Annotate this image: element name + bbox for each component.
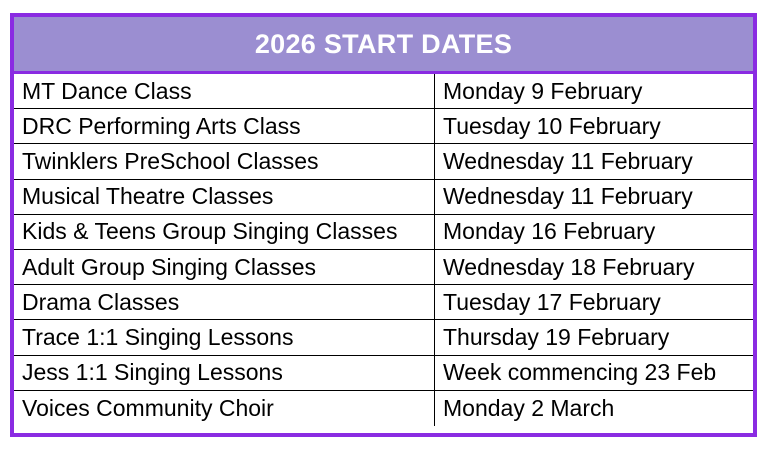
class-name-cell: Musical Theatre Classes xyxy=(14,180,435,214)
start-date-cell: Monday 9 February xyxy=(443,77,643,104)
class-name-cell: MT Dance Class xyxy=(14,74,435,108)
start-dates-table xyxy=(10,13,757,437)
table-row xyxy=(14,144,753,179)
table-row xyxy=(14,285,753,320)
class-name-cell: Kids & Teens Group Singing Classes xyxy=(14,215,435,249)
class-name-cell: Voices Community Choir xyxy=(14,391,435,426)
start-date-cell: Week commencing 23 Feb xyxy=(443,359,717,386)
start-date-cell: Monday 16 February xyxy=(443,218,656,245)
class-name-cell: DRC Performing Arts Class xyxy=(14,109,435,143)
table-row xyxy=(14,180,753,215)
class-name-cell: Drama Classes xyxy=(14,285,435,319)
class-name-cell: Twinklers PreSchool Classes xyxy=(14,144,435,178)
start-date-cell: Wednesday 11 February xyxy=(443,147,693,174)
table-row xyxy=(14,215,753,250)
table-row xyxy=(14,391,753,426)
class-name-cell: Jess 1:1 Singing Lessons xyxy=(14,356,435,390)
start-date-cell: Tuesday 10 February xyxy=(443,112,661,139)
class-name-cell: Trace 1:1 Singing Lessons xyxy=(14,320,435,354)
table-row xyxy=(14,74,753,109)
table-row xyxy=(14,250,753,285)
start-date-cell: Thursday 19 February xyxy=(443,323,670,350)
table-row xyxy=(14,320,753,355)
start-date-cell: Monday 2 March xyxy=(443,394,615,421)
table-body xyxy=(14,74,753,426)
start-date-cell: Wednesday 18 February xyxy=(443,253,695,280)
table-row xyxy=(14,356,753,391)
start-date-cell: Wednesday 11 February xyxy=(443,183,693,210)
class-name-cell: Adult Group Singing Classes xyxy=(14,250,435,284)
table-title: 2026 START DATES xyxy=(14,17,753,74)
table-row xyxy=(14,109,753,144)
start-date-cell: Tuesday 17 February xyxy=(443,288,661,315)
